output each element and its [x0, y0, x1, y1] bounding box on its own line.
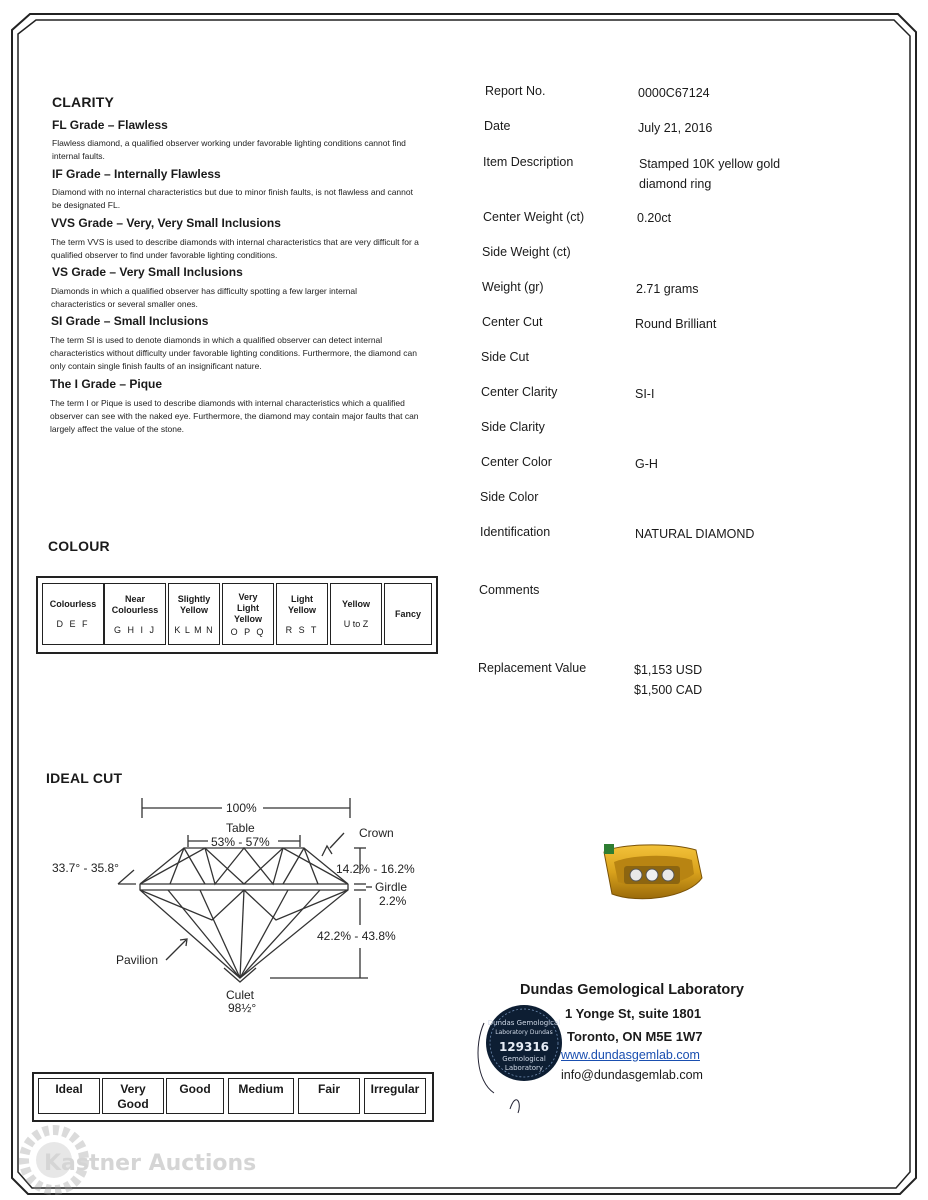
label-pavilion: Pavilion [116, 953, 159, 967]
lab-website-link[interactable]: www.dundasgemlab.com [561, 1048, 700, 1062]
lab-email: info@dundasgemlab.com [561, 1068, 703, 1082]
grade-i-heading: The I Grade – Pique [50, 377, 163, 391]
seal-text-bottom2: Laboratory [504, 1064, 544, 1072]
grade-si-heading: SI Grade – Small Inclusions [51, 314, 209, 328]
value-center-weight: 0.20ct [637, 211, 672, 225]
label-crown-angle: 33.7° - 35.8° [52, 861, 119, 875]
grade-vvs-heading: VVS Grade – Very, Very Small Inclusions [51, 216, 281, 230]
label-side-cut: Side Cut [481, 350, 529, 364]
value-center-color: G-H [635, 457, 658, 471]
label-report-no: Report No. [485, 84, 546, 98]
label-table: Table [226, 821, 255, 835]
colour-cell-slightly-yellow: Slightly Yellow K L M N [168, 583, 220, 645]
grade-if-text: Diamond with no internal characteristics but due to minor finish faults, is not flawless and cannot be designated FL. [52, 187, 413, 210]
colour-cell-colourless: Colourless D E F [42, 583, 104, 645]
label-culet: Culet [226, 988, 255, 1002]
label-center-weight: Center Weight (ct) [483, 210, 585, 224]
value-item-description: Stamped 10K yellow gold [639, 157, 781, 171]
cut-cell-medium: Medium [228, 1078, 294, 1114]
label-culet-value: 98½° [228, 1001, 257, 1015]
label-table-range: 53% - 57% [211, 835, 270, 849]
grade-vs-text: Diamonds in which a qualified observer has difficulty spotting a few larger internal characteristics or several smaller ones. [51, 286, 358, 309]
label-center-cut: Center Cut [482, 315, 543, 329]
watermark-text: Kastner Auctions [44, 1151, 257, 1176]
label-identification: Identification [480, 525, 551, 539]
cut-cell-good: Good [166, 1078, 224, 1114]
label-weight-gr: Weight (gr) [482, 280, 544, 294]
label-pavilion-depth: 42.2% - 43.8% [317, 929, 396, 943]
grade-if-heading: IF Grade – Internally Flawless [52, 167, 221, 181]
label-comments: Comments [479, 583, 540, 597]
value-replacement-usd: $1,153 USD [634, 663, 703, 677]
colour-cell-light-yellow: Light Yellow R S T [276, 583, 328, 645]
colour-cell-fancy: Fancy [384, 583, 432, 645]
seal-text-top2: Laboratory Dundas [495, 1029, 553, 1036]
value-center-cut: Round Brilliant [635, 317, 717, 331]
kastner-watermark-logo [6, 1114, 257, 1196]
cut-cell-irregular: Irregular [364, 1078, 426, 1114]
grade-si-text: The term SI is used to denote diamonds in which a qualified observer can detect internal characteristics without difficulty under favorable lighting conditions. Furthermore, the diamond can only contain single finish faults of an insignificant nature. [50, 335, 417, 371]
grade-vs-heading: VS Grade – Very Small Inclusions [52, 265, 243, 279]
colour-cell-yellow: Yellow U to Z [330, 583, 382, 645]
cut-cell-fair: Fair [298, 1078, 360, 1114]
label-crown: Crown [359, 826, 394, 840]
lab-seal-icon [470, 985, 570, 1115]
label-center-color: Center Color [481, 455, 552, 469]
label-girdle: Girdle [375, 880, 408, 894]
grade-fl-heading: FL Grade – Flawless [52, 118, 168, 132]
value-weight-gr: 2.71 grams [636, 282, 699, 296]
ring-photo [598, 838, 708, 910]
value-replacement-cad: $1,500 CAD [634, 683, 703, 697]
label-replacement-value: Replacement Value [478, 661, 587, 675]
value-item-description-line2: diamond ring [639, 177, 712, 191]
cut-cell-very-good: Very Good [102, 1078, 164, 1114]
label-total-width: 100% [226, 801, 257, 815]
cut-cell-ideal: Ideal [38, 1078, 100, 1114]
value-date: July 21, 2016 [638, 121, 713, 135]
label-date: Date [484, 119, 511, 133]
lab-address-line2: Toronto, ON M5E 1W7 [567, 1029, 703, 1044]
lab-address-line1: 1 Yonge St, suite 1801 [565, 1006, 702, 1021]
label-side-weight: Side Weight (ct) [482, 245, 571, 259]
label-side-clarity: Side Clarity [481, 420, 545, 434]
ideal-cut-title: IDEAL CUT [46, 770, 123, 786]
colour-title: COLOUR [48, 538, 110, 554]
grade-i-text: The term I or Pique is used to describe diamonds with internal characteristics which a qualified observer can see with the naked eye. Furthermore, the diamond may contain major faults that can largely affect the value of the stone. [50, 398, 419, 434]
colour-cell-very-light-yellow: Very Light Yellow O P Q [222, 583, 274, 645]
label-side-color: Side Color [480, 490, 539, 504]
label-girdle-value: 2.2% [379, 894, 407, 908]
label-crown-height: 14.2% - 16.2% [336, 862, 415, 876]
grade-vvs-text: The term VVS is used to describe diamonds with internal characteristics that are very difficult for a qualified observer to find under favorable lighting conditions. [51, 237, 419, 260]
value-identification: NATURAL DIAMOND [635, 527, 755, 541]
label-center-clarity: Center Clarity [481, 385, 558, 399]
seal-number: 129316 [498, 1040, 550, 1054]
value-report-no: 0000C67124 [638, 86, 710, 100]
colour-cell-near-colourless: Near Colourless G H I J [104, 583, 166, 645]
value-center-clarity: SI-I [635, 387, 655, 401]
grade-fl-text: Flawless diamond, a qualified observer working under favorable lighting conditions cannot find internal faults. [52, 138, 406, 161]
label-item-description: Item Description [483, 155, 574, 169]
lab-name: Dundas Gemological Laboratory [520, 982, 744, 998]
clarity-title: CLARITY [52, 94, 115, 110]
seal-text-bottom: Gemological [502, 1055, 546, 1063]
seal-text-top: Dundas Gemological [487, 1019, 561, 1027]
